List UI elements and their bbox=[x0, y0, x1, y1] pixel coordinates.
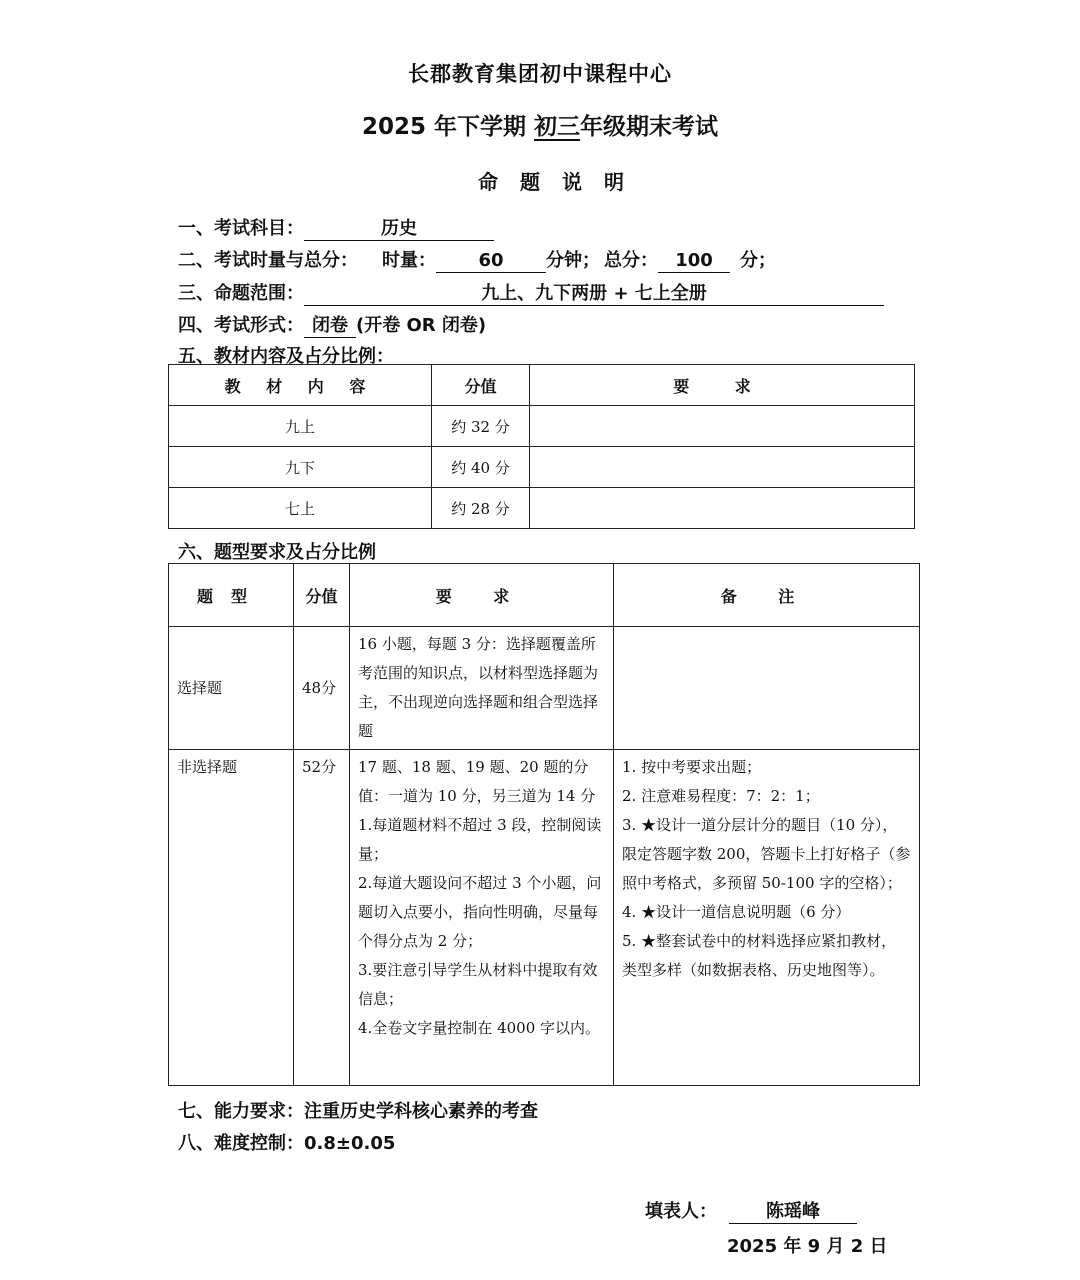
req-paragraph: 3.要注意引导学生从材料中提取有效信息； bbox=[358, 961, 598, 1008]
req-cell bbox=[530, 447, 915, 488]
type-label: 六、题型要求及占分比例 bbox=[178, 542, 376, 563]
content-table bbox=[168, 364, 915, 529]
org-title: 长郡教育集团初中课程中心 bbox=[408, 62, 672, 86]
form-label: 四、考试形式： bbox=[178, 315, 304, 336]
type-table-header bbox=[169, 564, 920, 627]
filler-name: 陈瑶峰 bbox=[729, 1201, 857, 1224]
score-cell: 约 32 分 bbox=[432, 406, 530, 447]
score-sub-label: 总分： bbox=[604, 250, 658, 271]
score-col-header: 分值 bbox=[432, 365, 530, 406]
table-row bbox=[169, 406, 915, 447]
content-label: 五、教材内容及占分比例： bbox=[178, 346, 394, 367]
req-col-header: 要 求 bbox=[350, 564, 614, 627]
type-cell: 非选择题 bbox=[169, 750, 294, 1086]
req-paragraph: 17 题、18 题、19 题、20 题的分值：一道为 10 分，另三道为 14 分 bbox=[358, 758, 596, 805]
note-cell bbox=[614, 750, 920, 1086]
table-row bbox=[169, 447, 915, 488]
req-cell: 16 小题，每题 3 分：选择题覆盖所考范围的知识点，以材料型选择题为主，不出现逆向选择题和组合型选择题 bbox=[350, 627, 614, 750]
req-paragraph: 1.每道题材料不超过 3 段，控制阅读量； bbox=[358, 816, 602, 863]
note-paragraph: 5. ★整套试卷中的材料选择应紧扣教材，类型多样（如数据表格、历史地图等）。 bbox=[622, 932, 897, 979]
note-paragraph: 4. ★设计一道信息说明题（6 分） bbox=[622, 903, 851, 921]
time-value: 60 bbox=[436, 250, 546, 273]
doc-title: 命题说明 bbox=[478, 170, 646, 194]
exam-title-prefix: 2025 年下学期 bbox=[361, 114, 535, 140]
score-unit: 分； bbox=[740, 250, 776, 271]
time-label: 二、考试时量与总分： bbox=[178, 250, 358, 271]
score-col-header: 分值 bbox=[294, 564, 350, 627]
time-sub-label: 时量： bbox=[382, 250, 436, 271]
score-cell: 48分 bbox=[294, 627, 350, 750]
difficulty-line: 八、难度控制：0.8±0.05 bbox=[178, 1133, 396, 1154]
type-cell: 选择题 bbox=[169, 627, 294, 750]
req-cell bbox=[530, 488, 915, 529]
exam-title-grade: 初三 bbox=[534, 114, 581, 140]
form-value: 闭卷 bbox=[304, 315, 356, 338]
time-unit: 分钟； bbox=[546, 250, 600, 271]
subject-label: 一、考试科目： bbox=[178, 218, 304, 239]
type-col-header: 题型 bbox=[169, 564, 294, 627]
content-col-header: 教 材 内 容 bbox=[169, 365, 432, 406]
score-cell: 约 40 分 bbox=[432, 447, 530, 488]
table-row bbox=[169, 750, 920, 1086]
sign-date: 2025 年 9 月 2 日 bbox=[727, 1236, 888, 1257]
content-cell: 七上 bbox=[169, 488, 432, 529]
filler-label: 填表人： bbox=[645, 1201, 717, 1222]
subject-value: 历史 bbox=[304, 218, 494, 241]
score-cell: 约 28 分 bbox=[432, 488, 530, 529]
scope-line bbox=[178, 279, 884, 306]
note-paragraph: 1. 按中考要求出题； bbox=[622, 758, 762, 776]
req-paragraph: 2.每道大题设问不超过 3 个小题，问题切入点要小，指向性明确，尽量每个得分点为 2 分； bbox=[358, 874, 602, 950]
scope-label: 三、命题范围： bbox=[178, 283, 304, 304]
content-cell: 九上 bbox=[169, 406, 432, 447]
ability-line: 七、能力要求：注重历史学科核心素养的考查 bbox=[178, 1101, 538, 1122]
score-cell: 52分 bbox=[294, 750, 350, 1086]
exam-title-suffix: 年级期末考试 bbox=[580, 114, 719, 140]
filler-signature bbox=[645, 1197, 857, 1224]
type-table bbox=[168, 563, 920, 1086]
form-line bbox=[178, 311, 486, 338]
time-score-line bbox=[178, 246, 776, 273]
table-row bbox=[169, 488, 915, 529]
form-hint: (开卷 OR 闭卷) bbox=[356, 315, 487, 336]
req-cell bbox=[350, 750, 614, 1086]
req-cell bbox=[530, 406, 915, 447]
score-value: 100 bbox=[658, 250, 730, 273]
note-paragraph: 3. ★设计一道分层计分的题目（10 分），限定答题字数 200，答题卡上打好格子（参照中考格式，多预留 50-100 字的空格）； bbox=[622, 816, 911, 892]
req-col-header: 要 求 bbox=[530, 365, 915, 406]
scope-value: 九上、九下两册 + 七上全册 bbox=[304, 283, 884, 306]
note-cell bbox=[614, 627, 920, 750]
subject-line bbox=[178, 214, 494, 241]
exam-title bbox=[0, 108, 1080, 141]
note-paragraph: 2. 注意难易程度：7：2：1； bbox=[622, 787, 820, 805]
table-row bbox=[169, 627, 920, 750]
content-cell: 九下 bbox=[169, 447, 432, 488]
note-col-header: 备 注 bbox=[614, 564, 920, 627]
req-paragraph: 4.全卷文字量控制在 4000 字以内。 bbox=[358, 1019, 601, 1037]
content-table-header bbox=[169, 365, 915, 406]
